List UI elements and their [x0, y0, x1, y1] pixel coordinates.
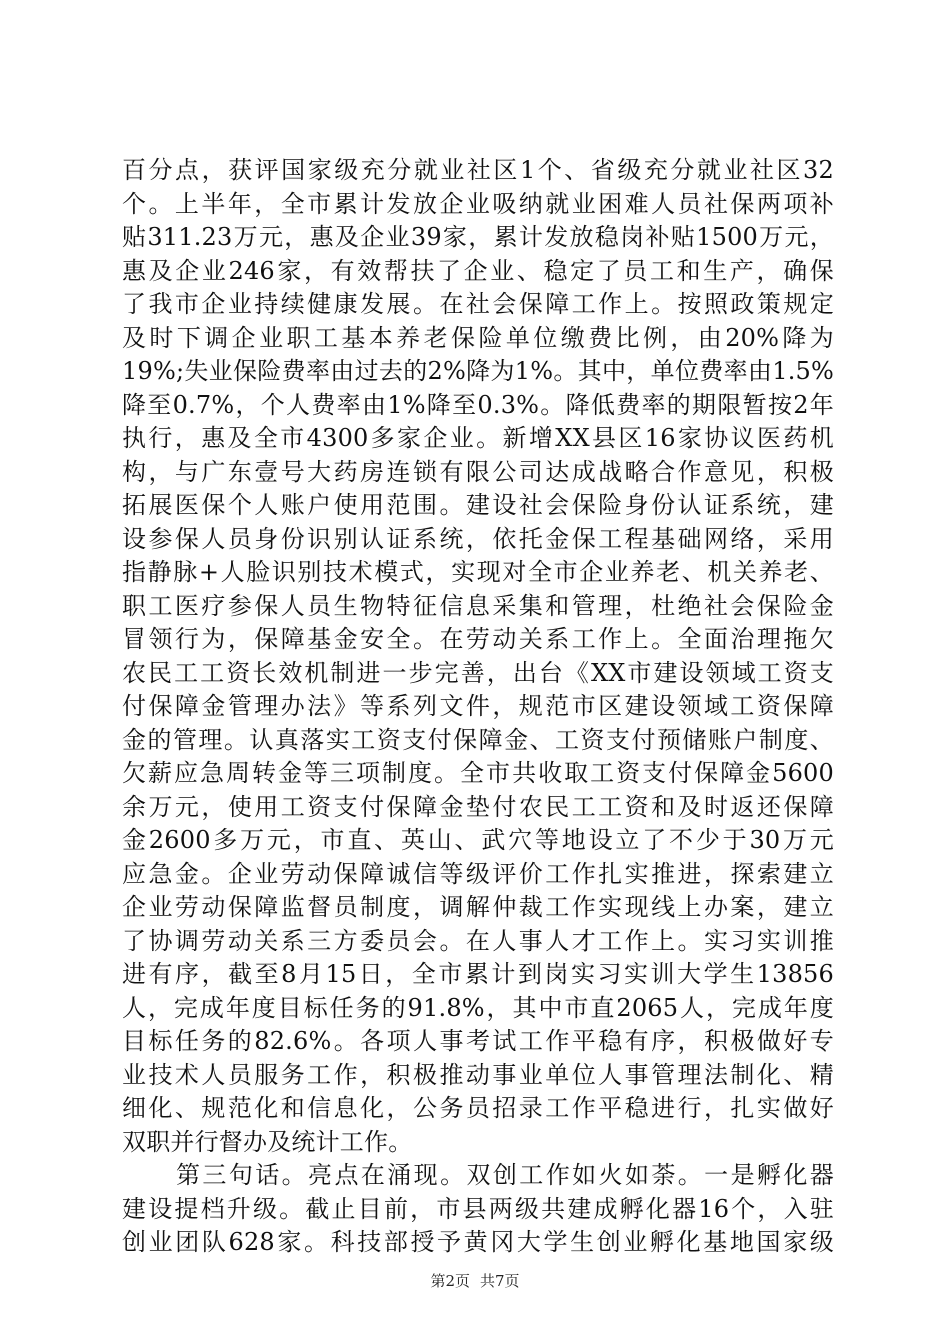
text-line: 应急金。企业劳动保障诚信等级评价工作扎实推进，探索建立 [122, 859, 834, 888]
text-line: 及时下调企业职工基本养老保险单位缴费比例，由20%降为 [122, 323, 834, 352]
text-line: 19%;失业保险费率由过去的2%降为1%。其中，单位费率由1.5% [122, 357, 834, 385]
text-line: 金2600多万元，市直、英山、武穴等地设立了不少于30万元 [122, 826, 834, 854]
text-line: 业技术人员服务工作，积极推动事业单位人事管理法制化、精 [122, 1060, 834, 1089]
text-line: 构，与广东壹号大药房连锁有限公司达成战略合作意见，积极 [122, 457, 834, 486]
page-total: 共7页 [480, 1272, 520, 1290]
text-line: 设参保人员身份识别认证系统，依托金保工程基础网络，采用 [122, 524, 834, 553]
text-line: 惠及企业246家，有效帮扶了企业、稳定了员工和生产，确保 [122, 256, 834, 285]
text-line: 执行，惠及全市4300多家企业。新增XX县区16家协议医药机 [122, 424, 834, 452]
text-line: 企业劳动保障监督员制度，调解仲裁工作实现线上办案，建立 [122, 893, 834, 921]
text-line: 冒领行为，保障基金安全。在劳动关系工作上。全面治理拖欠 [122, 625, 834, 653]
text-line: 指静脉+人脸识别技术模式，实现对全市企业养老、机关养老、 [122, 558, 834, 586]
text-line: 农民工工资长效机制进一步完善，出台《XX市建设领域工资支 [122, 658, 834, 687]
text-line: 人，完成年度目标任务的91.8%，其中市直2065人，完成年度 [122, 993, 834, 1022]
text-line: 第三句话。亮点在涌现。双创工作如火如荼。一是孵化器 [176, 1161, 834, 1189]
page-number: 第2页 [430, 1272, 470, 1290]
body-text [122, 154, 834, 1260]
text-line: 欠薪应急周转金等三项制度。全市共收取工资支付保障金5600 [122, 759, 834, 787]
text-line: 创业团队628家。科技部授予黄冈大学生创业孵化基地国家级 [122, 1228, 834, 1256]
text-line: 降至0.7%，个人费率由1%降至0.3%。降低费率的期限暂按2年 [122, 390, 834, 419]
text-line: 了协调劳动关系三方委员会。在人事人才工作上。实习实训推 [122, 926, 834, 955]
text-line: 百分点，获评国家级充分就业社区1个、省级充分就业社区32 [122, 156, 834, 184]
page-footer [0, 1271, 950, 1291]
text-line: 个。上半年，全市累计发放企业吸纳就业困难人员社保两项补 [122, 189, 834, 218]
text-line: 双职并行督办及统计工作。 [122, 1127, 413, 1156]
text-line: 付保障金管理办法》等系列文件，规范市区建设领域工资保障 [122, 692, 834, 720]
text-line: 了我市企业持续健康发展。在社会保障工作上。按照政策规定 [122, 290, 834, 318]
text-line: 建设提档升级。截止目前，市县两级共建成孵化器16个，入驻 [122, 1194, 834, 1223]
text-line: 贴311.23万元，惠及企业39家，累计发放稳岗补贴1500万元， [122, 223, 834, 251]
text-line: 拓展医保个人账户使用范围。建设社会保险身份认证系统，建 [122, 491, 834, 519]
text-line: 金的管理。认真落实工资支付保障金、工资支付预储账户制度、 [122, 725, 834, 754]
text-line: 目标任务的82.6%。各项人事考试工作平稳有序，积极做好专 [122, 1027, 834, 1055]
text-line: 细化、规范化和信息化，公务员招录工作平稳进行，扎实做好 [122, 1094, 834, 1122]
text-line: 余万元，使用工资支付保障金垫付农民工工资和及时返还保障 [122, 792, 834, 821]
text-line: 职工医疗参保人员生物特征信息采集和管理，杜绝社会保险金 [122, 591, 834, 620]
text-line: 进有序，截至8月15日，全市累计到岗实习实训大学生13856 [122, 960, 834, 988]
